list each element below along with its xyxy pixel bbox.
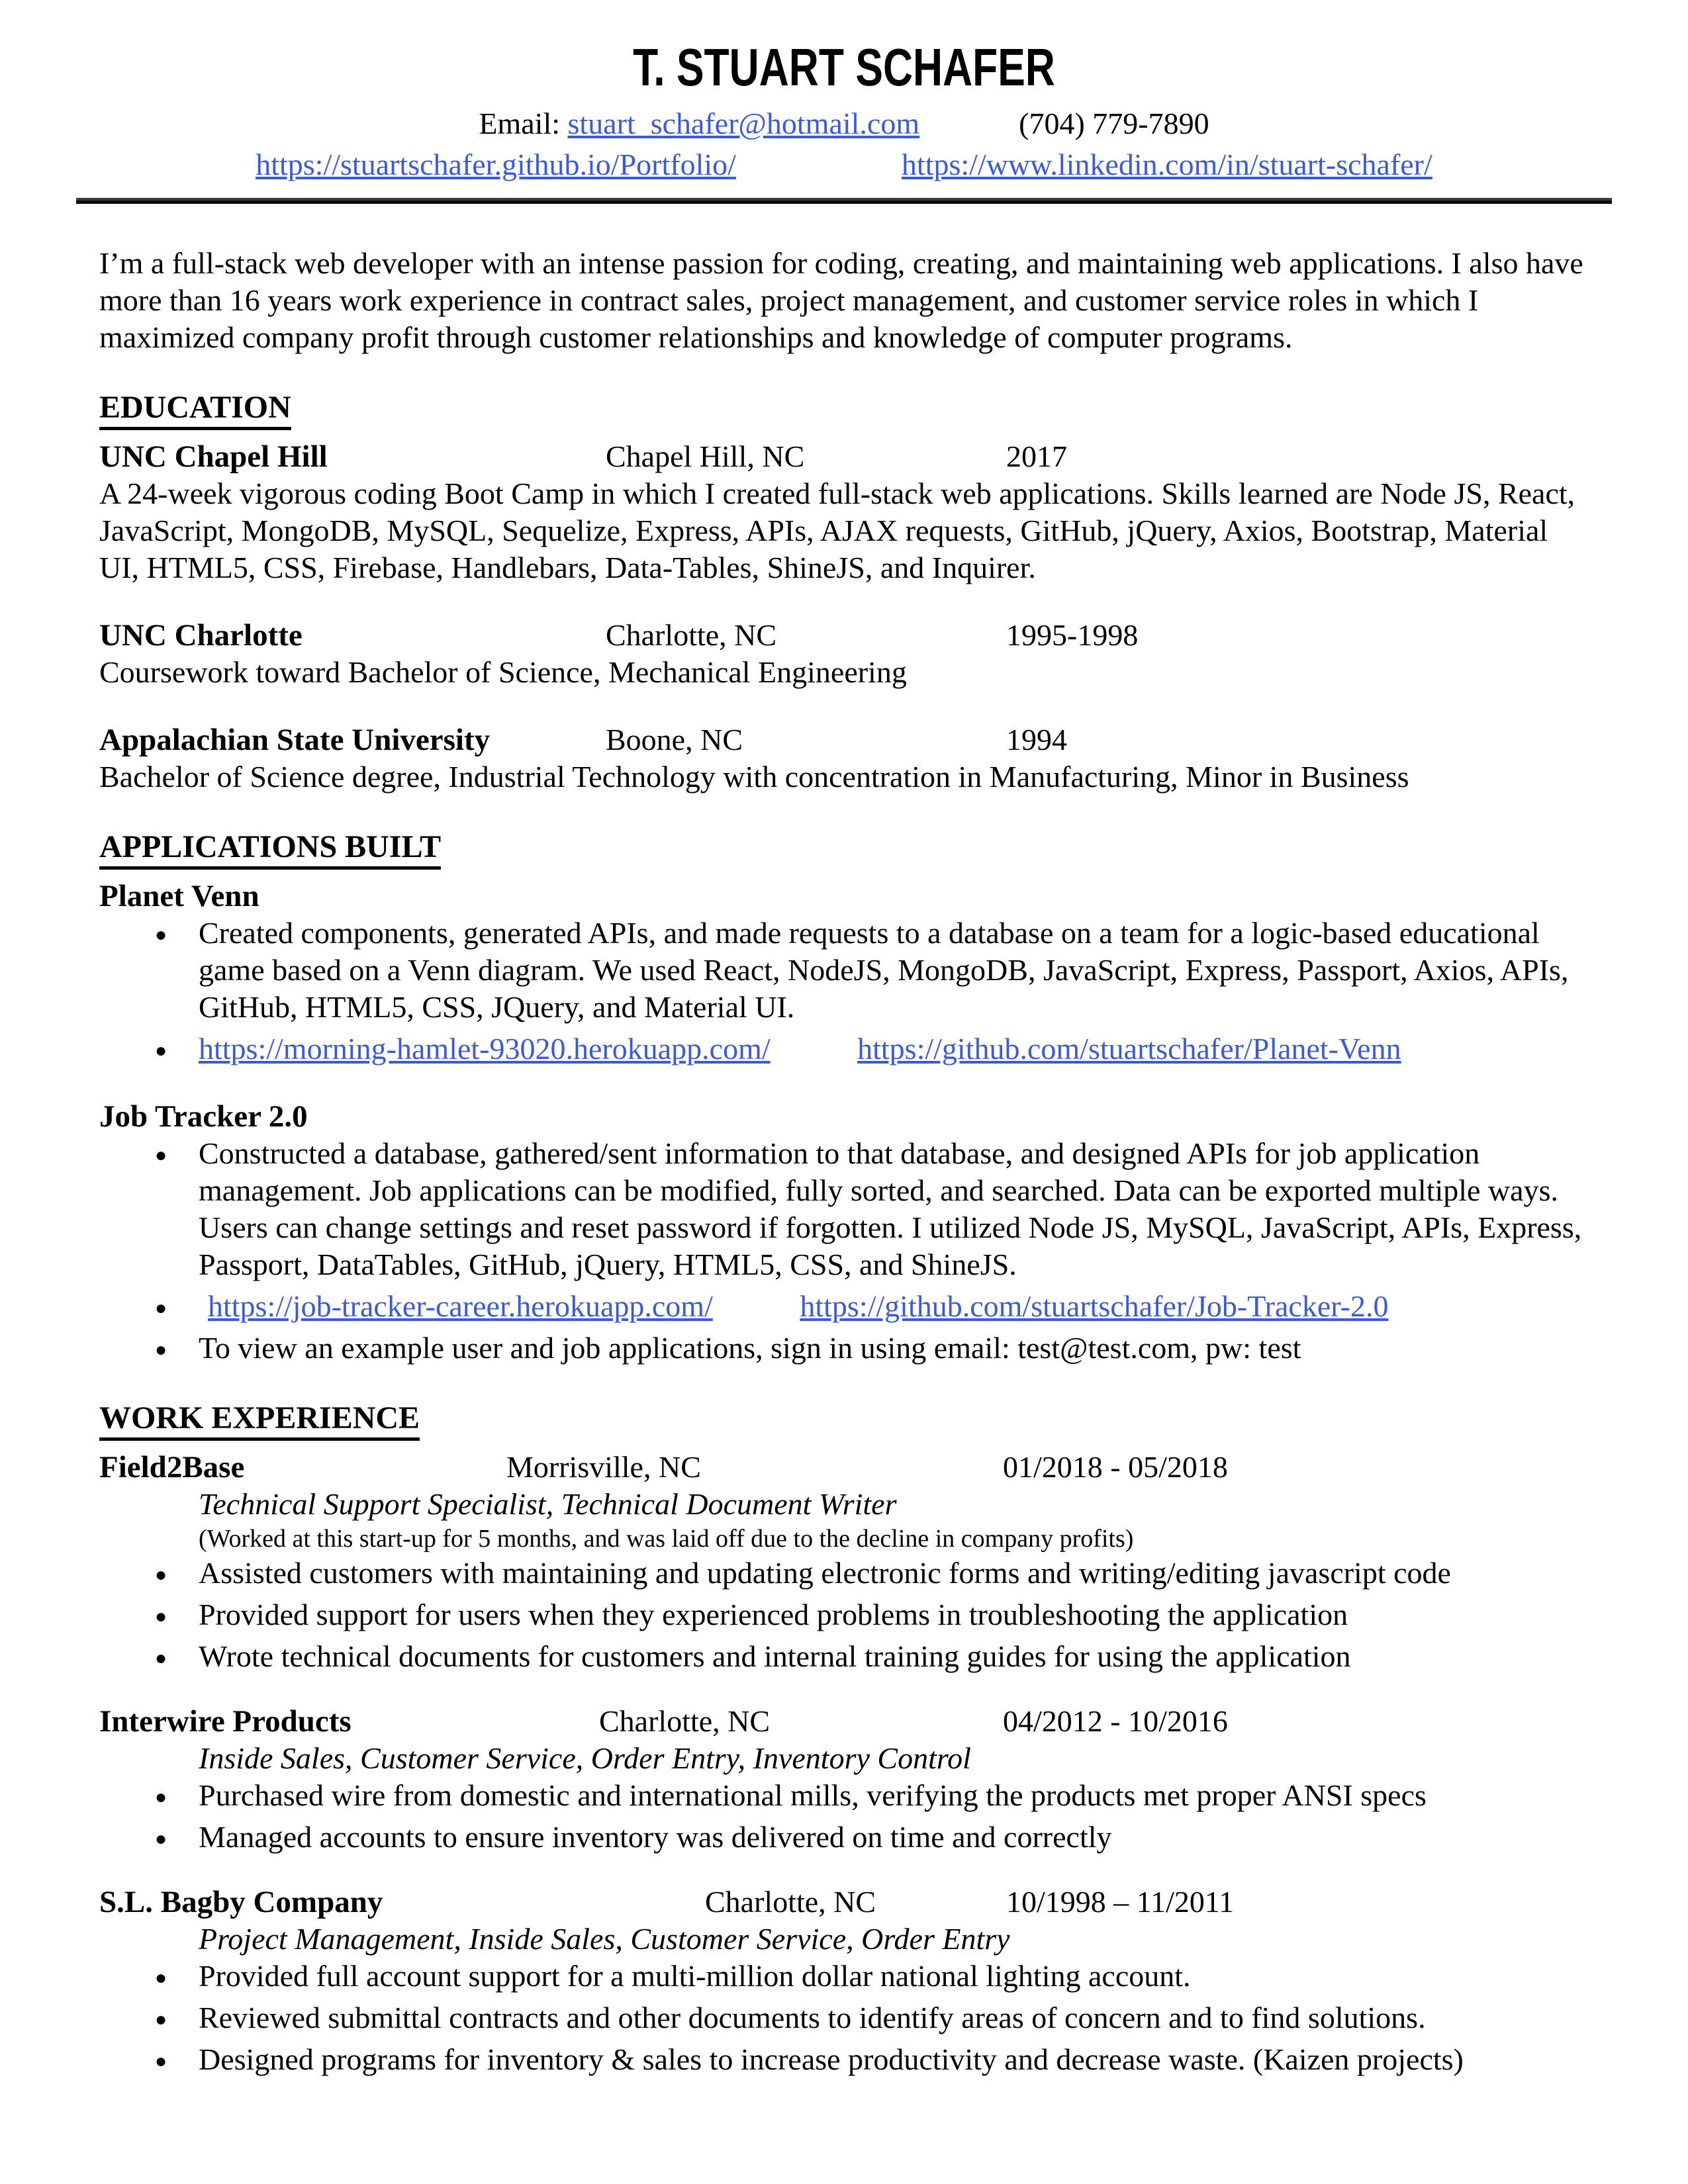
job-location: Charlotte, NC bbox=[599, 1704, 771, 1738]
school-name: Appalachian State University bbox=[99, 723, 491, 757]
education-heading: EDUCATION bbox=[99, 390, 1589, 430]
email-row bbox=[479, 105, 919, 142]
bullet-item: ● Constructed a database, gathered/sent information to that database, and designed APIs for job application management. Job applications can be modified, fully sorted, and searched. Data can be exported multiple ways. Users can change settings and reset password if forgotten. I utilized Node JS, MySQL, JavaScript, APIs, Express, Passport, DataTables, GitHub, jQuery, HTML5, CSS, and ShineJS. bbox=[99, 1135, 1589, 1283]
job-location: Morrisville, NC bbox=[506, 1450, 701, 1484]
school-description: Bachelor of Science degree, Industrial Technology with concentration in Manufacturing, Minor in Business bbox=[99, 760, 1409, 794]
job-row bbox=[99, 1703, 1589, 1740]
work-section bbox=[99, 1401, 1589, 2078]
school-row bbox=[99, 721, 1589, 758]
school-dates: 2017 bbox=[1006, 439, 1067, 473]
email-link[interactable]: stuart_schafer@hotmail.com bbox=[567, 107, 920, 140]
summary-paragraph: I’m a full-stack web developer with an intense passion for coding, creating, and maintaining web applications. I also have more than 16 years work experience in contract sales, project management, and customer service roles in which I maximized company profit through customer relationships and knowledge of computer programs. bbox=[99, 246, 1583, 354]
contact-line-2 bbox=[99, 146, 1589, 183]
school-row bbox=[99, 438, 1589, 475]
school-name: UNC Charlotte bbox=[99, 618, 303, 653]
job-title: Inside Sales, Customer Service, Order Entry, Inventory Control bbox=[199, 1741, 971, 1775]
education-entry bbox=[99, 721, 1589, 796]
applications-heading: APPLICATIONS BUILT bbox=[99, 830, 1589, 870]
job-entry bbox=[99, 1449, 1589, 1675]
bullet-item-links bbox=[99, 1288, 1589, 1325]
job-dates: 10/1998 – 11/2011 bbox=[1006, 1885, 1235, 1919]
school-name: UNC Chapel Hill bbox=[99, 439, 328, 474]
contact-line-1 bbox=[99, 105, 1589, 142]
job-bullet-list bbox=[99, 1777, 1589, 1856]
bullet-item: ● Wrote technical documents for customers and internal training guides for using the application bbox=[99, 1638, 1589, 1675]
project-title: Planet Venn bbox=[99, 879, 259, 913]
project-demo-link[interactable]: https://job-tracker-career.herokuapp.com/ bbox=[208, 1289, 713, 1323]
bullet-item-links bbox=[99, 1030, 1589, 1068]
project-github-link[interactable]: https://github.com/stuartschafer/Planet-Venn bbox=[857, 1032, 1401, 1066]
job-entry bbox=[99, 1884, 1589, 2078]
project-entry bbox=[99, 878, 1589, 1068]
project-entry bbox=[99, 1098, 1589, 1367]
portfolio-link[interactable]: https://stuartschafer.github.io/Portfolio/ bbox=[256, 148, 736, 181]
bullet-item: ● Purchased wire from domestic and international mills, verifying the products met proper ANSI specs bbox=[99, 1777, 1589, 1814]
project-bullet-list bbox=[99, 915, 1589, 1068]
job-dates: 01/2018 - 05/2018 bbox=[1003, 1450, 1228, 1484]
phone-number: (704) 779-7890 bbox=[1019, 107, 1209, 140]
work-heading: WORK EXPERIENCE bbox=[99, 1401, 1589, 1441]
school-location: Boone, NC bbox=[606, 723, 743, 756]
job-dates: 04/2012 - 10/2016 bbox=[1003, 1704, 1228, 1738]
school-description: Coursework toward Bachelor of Science, Mechanical Engineering bbox=[99, 655, 907, 689]
linkedin-link[interactable]: https://www.linkedin.com/in/stuart-schafer/ bbox=[901, 148, 1432, 181]
education-section bbox=[99, 390, 1589, 796]
job-location: Charlotte, NC bbox=[705, 1885, 876, 1919]
job-company: S.L. Bagby Company bbox=[99, 1885, 383, 1919]
education-entry bbox=[99, 438, 1589, 586]
job-entry bbox=[99, 1703, 1589, 1856]
job-row bbox=[99, 1884, 1589, 1921]
bullet-item: ● Designed programs for inventory & sales to increase productivity and decrease waste. (Kaizen projects) bbox=[99, 2041, 1589, 2078]
applications-section bbox=[99, 830, 1589, 1367]
job-note: (Worked at this start-up for 5 months, and was laid off due to the decline in company profits) bbox=[199, 1525, 1134, 1553]
school-location: Chapel Hill, NC bbox=[606, 439, 805, 473]
job-title: Technical Support Specialist, Technical Document Writer bbox=[199, 1487, 897, 1521]
bullet-item: ● Managed accounts to ensure inventory was delivered on time and correctly bbox=[99, 1819, 1589, 1856]
bullet-item: ● Created components, generated APIs, and made requests to a database on a team for a logic-based educational game based on a Venn diagram. We used React, NodeJS, MongoDB, JavaScript, Express, Passport, Axios, APIs, GitHub, HTML5, CSS, JQuery, and Material UI. bbox=[99, 915, 1589, 1026]
school-dates: 1995-1998 bbox=[1006, 618, 1139, 652]
bullet-item: ● To view an example user and job applications, sign in using email: test@test.com, pw: test bbox=[99, 1330, 1589, 1367]
job-company: Interwire Products bbox=[99, 1704, 352, 1739]
project-github-link[interactable]: https://github.com/stuartschafer/Job-Tracker-2.0 bbox=[800, 1289, 1389, 1323]
job-title: Project Management, Inside Sales, Customer Service, Order Entry bbox=[199, 1922, 1010, 1956]
page-title: T. STUART SCHAFER bbox=[633, 38, 1055, 97]
bullet-item: ● Provided full account support for a multi-million dollar national lighting account. bbox=[99, 1958, 1589, 1995]
school-description: A 24-week vigorous coding Boot Camp in which I created full-stack web applications. Skills learned are Node JS, React, JavaScript, MongoDB, MySQL, Sequelize, Express, APIs, AJAX requests, GitHub, jQuery, Axios, Bootstrap, Material UI, HTML5, CSS, Firebase, Handlebars, Data-Tables, ShineJS, and Inquirer. bbox=[99, 477, 1575, 584]
email-label: Email: bbox=[479, 107, 561, 140]
bullet-item: ● Provided support for users when they experienced problems in troubleshooting the application bbox=[99, 1596, 1589, 1633]
header-divider bbox=[76, 198, 1612, 204]
job-bullet-list bbox=[99, 1958, 1589, 2078]
school-dates: 1994 bbox=[1006, 723, 1067, 756]
job-company: Field2Base bbox=[99, 1450, 245, 1484]
bullet-item: ● Assisted customers with maintaining and updating electronic forms and writing/editing javascript code bbox=[99, 1555, 1589, 1592]
project-demo-link[interactable]: https://morning-hamlet-93020.herokuapp.com/ bbox=[199, 1032, 771, 1066]
school-row bbox=[99, 617, 1589, 654]
job-row bbox=[99, 1449, 1589, 1486]
job-bullet-list bbox=[99, 1555, 1589, 1675]
education-entry bbox=[99, 617, 1589, 691]
school-location: Charlotte, NC bbox=[606, 618, 777, 652]
resume-header bbox=[99, 38, 1589, 204]
project-bullet-list bbox=[99, 1135, 1589, 1367]
bullet-item: ● Reviewed submittal contracts and other documents to identify areas of concern and to find solutions. bbox=[99, 1999, 1589, 2036]
project-title: Job Tracker 2.0 bbox=[99, 1099, 308, 1134]
